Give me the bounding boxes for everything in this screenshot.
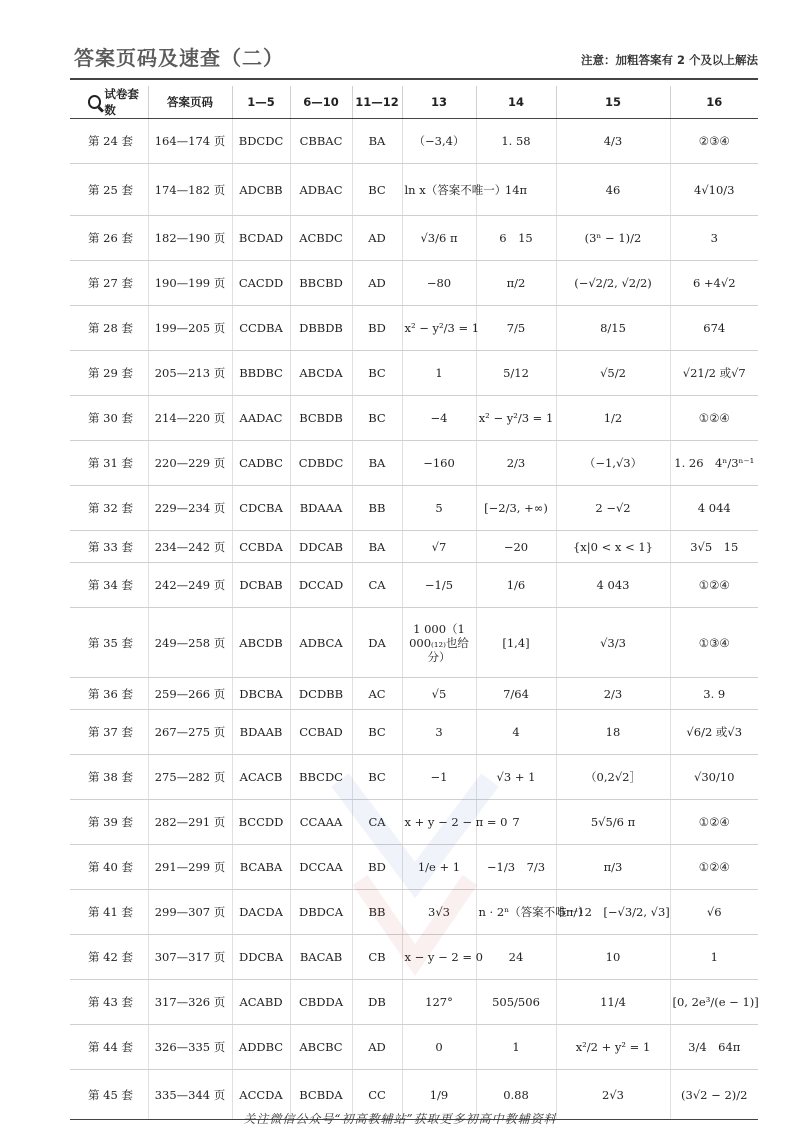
cell-q14: 14π bbox=[476, 164, 556, 216]
cell-set: 第 38 套 bbox=[70, 755, 148, 800]
cell-q16: √6 bbox=[670, 890, 758, 935]
cell-q16: 4√10/3 bbox=[670, 164, 758, 216]
cell-q11-12: BB bbox=[352, 890, 402, 935]
cell-q1-5: CADBC bbox=[232, 441, 290, 486]
cell-q11-12: AD bbox=[352, 216, 402, 261]
cell-pages: 307—317 页 bbox=[148, 935, 232, 980]
table-row bbox=[70, 396, 758, 441]
cell-q13: −4 bbox=[402, 396, 476, 441]
footer-promo: 关注微信公众号“初高教辅站”获取更多初高中教辅资料 bbox=[243, 1112, 557, 1126]
cell-q1-5: ACCDA bbox=[232, 1070, 290, 1120]
cell-q16: 1. 26 4ⁿ/3ⁿ⁻¹ bbox=[670, 441, 758, 486]
cell-pages: 174—182 页 bbox=[148, 164, 232, 216]
cell-pages: 242—249 页 bbox=[148, 563, 232, 608]
cell-q11-12: DA bbox=[352, 608, 402, 678]
cell-q14: π/2 bbox=[476, 261, 556, 306]
cell-q16: 6 +4√2 bbox=[670, 261, 758, 306]
table-row bbox=[70, 531, 758, 563]
cell-q11-12: BC bbox=[352, 396, 402, 441]
cell-q15: 2√3 bbox=[556, 1070, 670, 1120]
cell-q6-10: BDAAA bbox=[290, 486, 352, 531]
magnifier-icon bbox=[88, 95, 101, 109]
cell-q13: x − y − 2 = 0 bbox=[402, 935, 476, 980]
cell-q6-10: CBDDA bbox=[290, 980, 352, 1025]
cell-q14: [1,4] bbox=[476, 608, 556, 678]
cell-q1-5: ADDBC bbox=[232, 1025, 290, 1070]
cell-q16: √6/2 或√3 bbox=[670, 710, 758, 755]
cell-set: 第 34 套 bbox=[70, 563, 148, 608]
cell-q16: 3√5 15 bbox=[670, 531, 758, 563]
cell-q11-12: BC bbox=[352, 164, 402, 216]
col-header-q11-12: 11—12 bbox=[352, 86, 402, 119]
cell-pages: 182—190 页 bbox=[148, 216, 232, 261]
cell-pages: 282—291 页 bbox=[148, 800, 232, 845]
cell-q14: 1 bbox=[476, 1025, 556, 1070]
cell-q14: 1/6 bbox=[476, 563, 556, 608]
cell-q11-12: BA bbox=[352, 441, 402, 486]
cell-q16: ①②④ bbox=[670, 800, 758, 845]
cell-q15: (3ⁿ − 1)/2 bbox=[556, 216, 670, 261]
cell-q16: ①②④ bbox=[670, 396, 758, 441]
cell-q15: 8/15 bbox=[556, 306, 670, 351]
cell-q6-10: DDCAB bbox=[290, 531, 352, 563]
cell-q13: ln x（答案不唯一） bbox=[402, 164, 476, 216]
cell-q16: ①②④ bbox=[670, 845, 758, 890]
cell-q13: −1/5 bbox=[402, 563, 476, 608]
cell-q1-5: BDAAB bbox=[232, 710, 290, 755]
cell-q14: 6 15 bbox=[476, 216, 556, 261]
cell-q1-5: BCABA bbox=[232, 845, 290, 890]
table-row bbox=[70, 678, 758, 710]
cell-q14: 1. 58 bbox=[476, 119, 556, 164]
cell-pages: 164—174 页 bbox=[148, 119, 232, 164]
table-row bbox=[70, 441, 758, 486]
cell-q11-12: BA bbox=[352, 119, 402, 164]
cell-q13: x + y − 2 − π = 0 bbox=[402, 800, 476, 845]
cell-q6-10: BBCDC bbox=[290, 755, 352, 800]
cell-q11-12: BD bbox=[352, 306, 402, 351]
cell-q15: 2 −√2 bbox=[556, 486, 670, 531]
cell-q13: √5 bbox=[402, 678, 476, 710]
cell-set: 第 26 套 bbox=[70, 216, 148, 261]
table-row bbox=[70, 563, 758, 608]
cell-q1-5: BCCDD bbox=[232, 800, 290, 845]
cell-pages: 259—266 页 bbox=[148, 678, 232, 710]
cell-set: 第 31 套 bbox=[70, 441, 148, 486]
cell-set: 第 35 套 bbox=[70, 608, 148, 678]
cell-q1-5: CCBDA bbox=[232, 531, 290, 563]
header-divider bbox=[70, 78, 758, 80]
cell-q14: 2/3 bbox=[476, 441, 556, 486]
cell-q1-5: BBDBC bbox=[232, 351, 290, 396]
cell-q1-5: DDCBA bbox=[232, 935, 290, 980]
cell-q16: ①③④ bbox=[670, 608, 758, 678]
cell-q14: x² − y²/3 = 1 bbox=[476, 396, 556, 441]
table-row bbox=[70, 1025, 758, 1070]
cell-q6-10: CCAAA bbox=[290, 800, 352, 845]
cell-q11-12: BA bbox=[352, 531, 402, 563]
cell-pages: 317—326 页 bbox=[148, 980, 232, 1025]
cell-q6-10: ACBDC bbox=[290, 216, 352, 261]
cell-q15: π/3 bbox=[556, 845, 670, 890]
cell-pages: 220—229 页 bbox=[148, 441, 232, 486]
cell-q13: 3√3 bbox=[402, 890, 476, 935]
cell-q15: 5π/12 [−√3/2, √3] bbox=[556, 890, 670, 935]
cell-q6-10: DBBDB bbox=[290, 306, 352, 351]
cell-q15: (−√2/2, √2/2) bbox=[556, 261, 670, 306]
table-row bbox=[70, 261, 758, 306]
cell-pages: 205—213 页 bbox=[148, 351, 232, 396]
col-header-q14: 14 bbox=[476, 86, 556, 119]
cell-q6-10: BCBDB bbox=[290, 396, 352, 441]
cell-q11-12: CC bbox=[352, 1070, 402, 1120]
cell-q1-5: CACDD bbox=[232, 261, 290, 306]
cell-q15: 2/3 bbox=[556, 678, 670, 710]
cell-q14: 0.88 bbox=[476, 1070, 556, 1120]
cell-q14: n · 2ⁿ（答案不唯一） bbox=[476, 890, 556, 935]
cell-q14: 24 bbox=[476, 935, 556, 980]
cell-q16: ①②④ bbox=[670, 563, 758, 608]
table-row bbox=[70, 710, 758, 755]
cell-q11-12: AC bbox=[352, 678, 402, 710]
cell-q15: 46 bbox=[556, 164, 670, 216]
cell-q13: （−3,4） bbox=[402, 119, 476, 164]
cell-q11-12: AD bbox=[352, 1025, 402, 1070]
cell-q6-10: ADBCA bbox=[290, 608, 352, 678]
cell-q13: 0 bbox=[402, 1025, 476, 1070]
cell-q16: 3 bbox=[670, 216, 758, 261]
cell-q14: −1/3 7/3 bbox=[476, 845, 556, 890]
cell-q14: 7/64 bbox=[476, 678, 556, 710]
cell-q11-12: BC bbox=[352, 755, 402, 800]
col-header-q15: 15 bbox=[556, 86, 670, 119]
cell-set: 第 24 套 bbox=[70, 119, 148, 164]
cell-set: 第 45 套 bbox=[70, 1070, 148, 1120]
cell-q6-10: BCBDA bbox=[290, 1070, 352, 1120]
cell-set: 第 43 套 bbox=[70, 980, 148, 1025]
cell-q1-5: DCBAB bbox=[232, 563, 290, 608]
cell-q13: −1 bbox=[402, 755, 476, 800]
cell-q13: √7 bbox=[402, 531, 476, 563]
table-row bbox=[70, 845, 758, 890]
cell-q16: 1 bbox=[670, 935, 758, 980]
cell-pages: 267—275 页 bbox=[148, 710, 232, 755]
cell-q16: ②③④ bbox=[670, 119, 758, 164]
cell-q11-12: BB bbox=[352, 486, 402, 531]
cell-q1-5: CDCBA bbox=[232, 486, 290, 531]
cell-q14: [−2/3, +∞) bbox=[476, 486, 556, 531]
table-row bbox=[70, 164, 758, 216]
cell-q16: 4 044 bbox=[670, 486, 758, 531]
cell-q1-5: DACDA bbox=[232, 890, 290, 935]
cell-q1-5: ADCBB bbox=[232, 164, 290, 216]
cell-q15: 18 bbox=[556, 710, 670, 755]
cell-q6-10: CBBAC bbox=[290, 119, 352, 164]
cell-q13: 1 bbox=[402, 351, 476, 396]
col-header-pages: 答案页码 bbox=[148, 86, 232, 119]
col-header-q13: 13 bbox=[402, 86, 476, 119]
cell-q13: x² − y²/3 = 1 bbox=[402, 306, 476, 351]
cell-pages: 214—220 页 bbox=[148, 396, 232, 441]
table-row bbox=[70, 119, 758, 164]
cell-q6-10: DCCAD bbox=[290, 563, 352, 608]
cell-q15: 11/4 bbox=[556, 980, 670, 1025]
cell-q6-10: DCCAA bbox=[290, 845, 352, 890]
cell-set: 第 32 套 bbox=[70, 486, 148, 531]
cell-q1-5: ABCDB bbox=[232, 608, 290, 678]
cell-q11-12: CA bbox=[352, 563, 402, 608]
cell-q11-12: CB bbox=[352, 935, 402, 980]
table-row bbox=[70, 486, 758, 531]
table-body bbox=[70, 119, 758, 1120]
table-row bbox=[70, 755, 758, 800]
cell-set: 第 37 套 bbox=[70, 710, 148, 755]
cell-q15: 1/2 bbox=[556, 396, 670, 441]
cell-q13: 1/e + 1 bbox=[402, 845, 476, 890]
cell-q14: 505/506 bbox=[476, 980, 556, 1025]
cell-q1-5: DBCBA bbox=[232, 678, 290, 710]
cell-q13: 1 000（1 000₍₁₂₎也给分） bbox=[402, 608, 476, 678]
cell-q16: (3√2 − 2)/2 bbox=[670, 1070, 758, 1120]
table-row bbox=[70, 935, 758, 980]
cell-q11-12: DB bbox=[352, 980, 402, 1025]
cell-q1-5: AADAC bbox=[232, 396, 290, 441]
cell-pages: 190—199 页 bbox=[148, 261, 232, 306]
col-header-q6-10: 6—10 bbox=[290, 86, 352, 119]
cell-q1-5: BDCDC bbox=[232, 119, 290, 164]
cell-set: 第 29 套 bbox=[70, 351, 148, 396]
table-row bbox=[70, 800, 758, 845]
cell-q1-5: CCDBA bbox=[232, 306, 290, 351]
cell-pages: 229—234 页 bbox=[148, 486, 232, 531]
cell-q13: 3 bbox=[402, 710, 476, 755]
cell-q11-12: CA bbox=[352, 800, 402, 845]
cell-q15: {x|0 < x < 1} bbox=[556, 531, 670, 563]
cell-q15: 4 043 bbox=[556, 563, 670, 608]
cell-q16: 3/4 64π bbox=[670, 1025, 758, 1070]
page-title: 答案页码及速查（二） bbox=[74, 46, 284, 70]
cell-q14: √3 + 1 bbox=[476, 755, 556, 800]
col-header-q1-5: 1—5 bbox=[232, 86, 290, 119]
cell-set: 第 28 套 bbox=[70, 306, 148, 351]
cell-q14: −20 bbox=[476, 531, 556, 563]
cell-q16: [0, 2e³/(e − 1)] bbox=[670, 980, 758, 1025]
table-header-row bbox=[70, 86, 758, 119]
table-row bbox=[70, 216, 758, 261]
cell-q13: −80 bbox=[402, 261, 476, 306]
cell-pages: 335—344 页 bbox=[148, 1070, 232, 1120]
cell-q11-12: BC bbox=[352, 710, 402, 755]
cell-pages: 291—299 页 bbox=[148, 845, 232, 890]
cell-q11-12: AD bbox=[352, 261, 402, 306]
col-header-q16: 16 bbox=[670, 86, 758, 119]
cell-pages: 249—258 页 bbox=[148, 608, 232, 678]
cell-set: 第 25 套 bbox=[70, 164, 148, 216]
cell-q15: 4/3 bbox=[556, 119, 670, 164]
cell-set: 第 39 套 bbox=[70, 800, 148, 845]
cell-q16: √30/10 bbox=[670, 755, 758, 800]
cell-pages: 234—242 页 bbox=[148, 531, 232, 563]
cell-set: 第 42 套 bbox=[70, 935, 148, 980]
cell-q15: √3/3 bbox=[556, 608, 670, 678]
cell-q13: −160 bbox=[402, 441, 476, 486]
cell-set: 第 36 套 bbox=[70, 678, 148, 710]
cell-q15: x²/2 + y² = 1 bbox=[556, 1025, 670, 1070]
cell-q16: 674 bbox=[670, 306, 758, 351]
cell-q13: 1/9 bbox=[402, 1070, 476, 1120]
cell-q11-12: BC bbox=[352, 351, 402, 396]
cell-q14: 7 bbox=[476, 800, 556, 845]
table-row bbox=[70, 608, 758, 678]
cell-q14: 7/5 bbox=[476, 306, 556, 351]
cell-q14: 5/12 bbox=[476, 351, 556, 396]
cell-pages: 199—205 页 bbox=[148, 306, 232, 351]
table-row bbox=[70, 306, 758, 351]
cell-q15: （−1,√3） bbox=[556, 441, 670, 486]
cell-q1-5: BCDAD bbox=[232, 216, 290, 261]
cell-q1-5: ACACB bbox=[232, 755, 290, 800]
cell-pages: 299—307 页 bbox=[148, 890, 232, 935]
cell-q6-10: DBDCA bbox=[290, 890, 352, 935]
cell-q6-10: DCDBB bbox=[290, 678, 352, 710]
table-row bbox=[70, 980, 758, 1025]
cell-set: 第 27 套 bbox=[70, 261, 148, 306]
cell-set: 第 44 套 bbox=[70, 1025, 148, 1070]
cell-q6-10: ABCBC bbox=[290, 1025, 352, 1070]
cell-q16: 3. 9 bbox=[670, 678, 758, 710]
cell-q6-10: ADBAC bbox=[290, 164, 352, 216]
cell-q6-10: CCBAD bbox=[290, 710, 352, 755]
cell-q15: （0,2√2］ bbox=[556, 755, 670, 800]
cell-q13: √3/6 π bbox=[402, 216, 476, 261]
cell-set: 第 33 套 bbox=[70, 531, 148, 563]
cell-q13: 5 bbox=[402, 486, 476, 531]
cell-q15: 10 bbox=[556, 935, 670, 980]
cell-q6-10: BACAB bbox=[290, 935, 352, 980]
cell-q16: √21/2 或√7 bbox=[670, 351, 758, 396]
cell-set: 第 41 套 bbox=[70, 890, 148, 935]
table-row bbox=[70, 351, 758, 396]
bold-answer-note: 注意：加粗答案有 2 个及以上解法 bbox=[580, 53, 758, 67]
cell-q14: 4 bbox=[476, 710, 556, 755]
cell-q11-12: BD bbox=[352, 845, 402, 890]
table-row bbox=[70, 890, 758, 935]
cell-q1-5: ACABD bbox=[232, 980, 290, 1025]
answer-table bbox=[70, 86, 758, 1120]
cell-set: 第 40 套 bbox=[70, 845, 148, 890]
cell-q6-10: CDBDC bbox=[290, 441, 352, 486]
cell-pages: 326—335 页 bbox=[148, 1025, 232, 1070]
cell-q15: √5/2 bbox=[556, 351, 670, 396]
cell-q13: 127° bbox=[402, 980, 476, 1025]
cell-set: 第 30 套 bbox=[70, 396, 148, 441]
cell-q6-10: BBCBD bbox=[290, 261, 352, 306]
cell-pages: 275—282 页 bbox=[148, 755, 232, 800]
col-header-set: 试卷套数 bbox=[70, 86, 148, 119]
cell-q6-10: ABCDA bbox=[290, 351, 352, 396]
cell-q15: 5√5/6 π bbox=[556, 800, 670, 845]
